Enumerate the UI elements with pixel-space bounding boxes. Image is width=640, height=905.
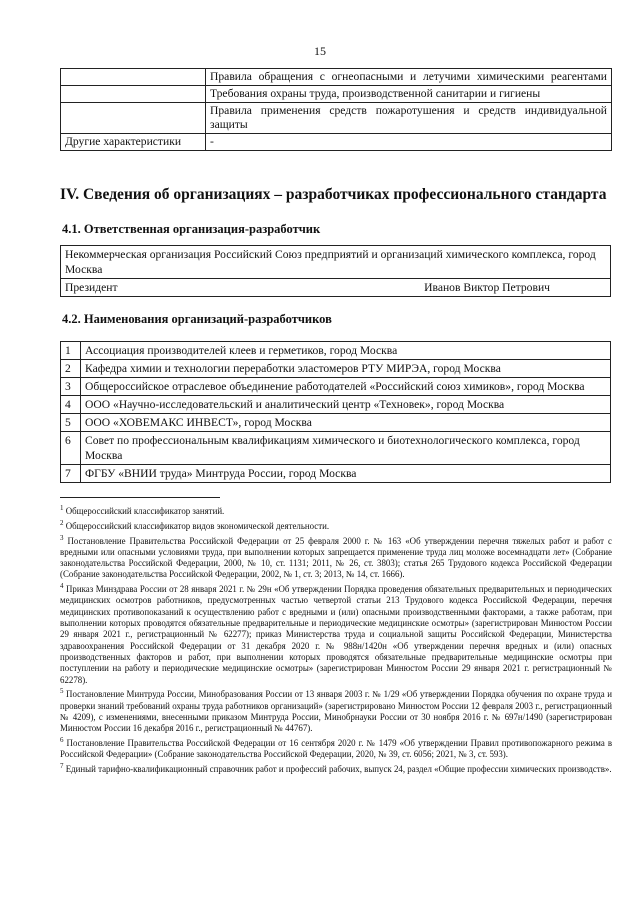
developer-name: Кафедра химии и технологии переработки эластомеров РТУ МИРЭА, город Москва xyxy=(81,360,611,378)
developers-table xyxy=(60,341,611,483)
footnote-text: Постановление Правительства Российской Федерации от 25 февраля 2000 г. № 163 «Об утверждении перечня тяжелых работ и работ с вредными или опасными условиями труда, при выполнении которых запрещается применение труда лиц моложе восемнадцати лет» (Собрание законодательства Российской Федерации, 2000, № 10, ст. 1131; 2011, № 26, ст. 3803); статья 265 Трудового кодекса Российской Федерации (Собрание законодательства Российской Федерации, 2002, № 1, ст. 3; 2013, № 14, ст. 1666). xyxy=(60,535,612,580)
footnotes xyxy=(60,503,612,776)
table-row xyxy=(61,414,611,432)
footnote-marker: 4 xyxy=(60,582,64,591)
footnote xyxy=(60,503,612,517)
table-cell-empty xyxy=(61,86,206,103)
table-row xyxy=(61,396,611,414)
footnote xyxy=(60,761,612,775)
table-cell: Правила применения средств пожаротушения и средств индивидуальной защиты xyxy=(206,103,612,134)
footnote xyxy=(60,735,612,761)
developer-name: ООО «ХОВЕМАКС ИНВЕСТ», город Москва xyxy=(81,414,611,432)
footnote-text: Единый тарифно-квалификационный справочник работ и профессий рабочих, выпуск 24, раздел «Общие профессии химических производств». xyxy=(65,764,612,775)
row-number: 7 xyxy=(61,465,81,483)
footnote-text: Общероссийский классификатор занятий. xyxy=(65,505,225,516)
table-row xyxy=(61,134,612,151)
footnote xyxy=(60,581,612,686)
table-row xyxy=(61,279,611,297)
subsection-title-developers: 4.2. Наименования организаций-разработчиков xyxy=(62,312,332,326)
developer-name: ООО «Научно-исследовательский и аналитический центр «Техновек», город Москва xyxy=(81,396,611,414)
table-cell-empty xyxy=(61,103,206,134)
responsible-org-name: Некоммерческая организация Российский Союз предприятий и организаций химического комплекса, город Москва xyxy=(61,246,611,279)
table-row xyxy=(61,378,611,396)
signatory-cell xyxy=(61,279,611,297)
table-cell-label: Другие характеристики xyxy=(61,134,206,151)
page-number: 15 xyxy=(314,44,326,58)
developer-name: Совет по профессиональным квалификациям химического и биотехнологического комплекса, город Москва xyxy=(81,432,611,465)
row-number: 4 xyxy=(61,396,81,414)
footnote-marker: 7 xyxy=(60,762,64,771)
table-row xyxy=(61,86,612,103)
developer-name: Общероссийское отраслевое объединение работодателей «Российский союз химиков», город Москва xyxy=(81,378,611,396)
footnote-text: Постановление Минтруда России, Минобразования России от 13 января 2003 г. № 1/29 «Об утверждении Порядка обучения по охране труда и проверки знаний требований охраны труда работников организаций» (зарегистрировано Минюстом России 12 февраля 2003 г., регистрационный № 4209), с изменениями, внесенными приказом Минтруда России, Минобрнауки России от 30 ноября 2016 г. № 697н/1490 (зарегистрирован Минюстом России 16 декабря 2016 г., регистрационный № 44767). xyxy=(60,689,612,734)
table-row xyxy=(61,360,611,378)
footnote xyxy=(60,686,612,734)
footnote-text: Общероссийский классификатор видов экономической деятельности. xyxy=(65,520,330,531)
row-number: 6 xyxy=(61,432,81,465)
footnote-divider xyxy=(60,497,220,498)
footnote-marker: 2 xyxy=(60,518,64,527)
signatory-position: Президент xyxy=(65,281,118,294)
footnote xyxy=(60,518,612,532)
table-cell-empty xyxy=(61,69,206,86)
table-cell: Требования охраны труда, производственной санитарии и гигиены xyxy=(206,86,612,103)
footnote-marker: 5 xyxy=(60,687,64,696)
row-number: 5 xyxy=(61,414,81,432)
section-title: IV. Сведения об организациях – разработчиках профессионального стандарта xyxy=(60,186,607,203)
table-row xyxy=(61,432,611,465)
footnote xyxy=(60,533,612,581)
developer-name: ФГБУ «ВНИИ труда» Минтруда России, город Москва xyxy=(81,465,611,483)
table-row xyxy=(61,69,612,86)
row-number: 2 xyxy=(61,360,81,378)
characteristics-table xyxy=(60,68,612,151)
table-cell: Правила обращения с огнеопасными и летучими химическими реагентами xyxy=(206,69,612,86)
table-cell: - xyxy=(206,134,612,151)
table-row xyxy=(61,342,611,360)
footnote-marker: 6 xyxy=(60,735,64,744)
table-row xyxy=(61,246,611,279)
footnote-marker: 1 xyxy=(60,504,64,512)
row-number: 1 xyxy=(61,342,81,360)
footnote-text: Приказ Минздрава России от 28 января 2021 г. № 29н «Об утверждении Порядка проведения обязательных предварительных и периодических медицинских осмотров работников, предусмотренных частью четвертой статьи 213 Трудового кодекса Российской Федерации, перечня медицинских противопоказаний к осуществлению работ с вредными и (или) опасными производственными факторами, а также работам, при выполнении которых проводятся обязательные предварительные и периодические медицинские осмотры» (зарегистрирован Минюстом России 29 января 2021 г., регистрационный № 62277); приказ Министерства труда и социальной защиты Российской Федерации, Министерства здравоохранения Российской Федерации от 31 декабря 2020 г. № 988н/1420н «Об утверждении перечня вредных и (или) опасных производственных факторов и работ, при выполнении которых проводятся обязательные предварительные медицинские осмотры при поступлении на работу и периодические медицинские осмотры» (зарегистрирован Минюстом России 29 января 2021 г. регистрационный № 62278). xyxy=(60,584,613,685)
footnote-text: Постановление Правительства Российской Федерации от 16 сентября 2020 г. № 1479 «Об утверждении Правил противопожарного режима в Российской Федерации» (Собрание законодательства Российской Федерации, 2020, № 39, ст. 6056; 2021, № 3, ст. 593). xyxy=(60,737,613,760)
row-number: 3 xyxy=(61,378,81,396)
signatory-line xyxy=(65,280,606,295)
footnote-marker: 3 xyxy=(60,533,64,542)
table-row xyxy=(61,465,611,483)
table-row xyxy=(61,103,612,134)
subsection-title-responsible: 4.1. Ответственная организация-разработчик xyxy=(62,222,321,236)
developer-name: Ассоциация производителей клеев и герметиков, город Москва xyxy=(81,342,611,360)
responsible-org-table xyxy=(60,245,611,297)
signatory-name: Иванов Виктор Петрович xyxy=(424,281,550,294)
